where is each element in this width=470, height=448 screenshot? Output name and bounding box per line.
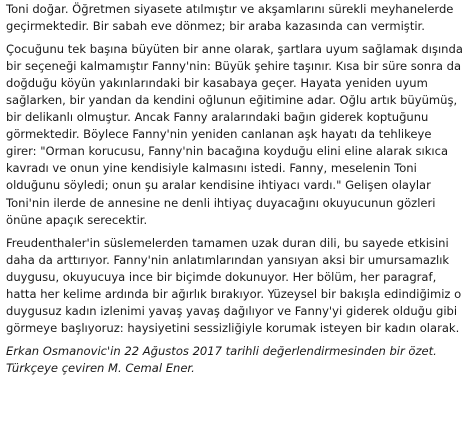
paragraph-language-review: Freudenthaler'in süslemelerden tamamen uzak duran dili, bu sayede etkisini daha da arttırıyor. Fanny'nin anlatımlarından yansıyan aksi bir umursamazlık duygusu, okuyucuya ince bir biçimde dokunuyor. Her bölüm, her paragraf, hatta her kelime ardında bir ağırlık bırakıyor. Yüzeysel bir bakışla edindiğimiz o duygusuz kadın izlenimi yavaş yavaş dağılıyor ve Fanny'yi giderek olduğu gibi görmeye başlıyoruz: haysiyetini sessizliğiyle korumak isteyen bir kadın olarak. [6,235,462,335]
paragraph-toni-born: Toni doğar. Öğretmen siyasete atılmıştır ve akşamlarını sürekli meyhanelerde geçirmektedir. Bir sabah eve dönmez; bir araba kazasında can vermiştir. [6,2,454,34]
paragraph-fanny-alone: Çocuğunu tek başına büyüten bir anne olarak, şartlara uyum sağlamak dışında bir seçeneği kalmamıştır Fanny'nin: Büyük şehire taşınır. Kısa bir süre sonra da doğduğu köyün yakınlarındaki bir kasabaya geçer. Hayata yeniden uyum sağlarken, bir yandan da kendini oğlunun eğitimine adar. Oğlu artık büyümüş, bir delikanlı olmuştur. Ancak Fanny aralarındaki bağın giderek koptuğunu görmektedir. Böylece Fanny'nin yeniden canlanan aşk hayatı da tehlikeye girer: "Orman korucusu, Fanny'nin bacağına koyduğu elini eline alarak sıkıca kavradı ve onun yine kendisiyle kalmasını istedi. Fanny, meselenin Toni olduğunu söyledi; onun şu aralar kendisine ihtiyacı vardı." Gelişen olaylar Toni'nin ilerde de annesine ne denli ihtiyaç duyacağını okuyucunun gözleri önüne apaçık serecektir. [6,42,463,227]
attribution-review-source: Erkan Osmanovic'in 22 Ağustos 2017 tarihli değerlendirmesinden bir özet. [6,343,437,358]
attribution-translator: Türkçeye çeviren M. Cemal Ener. [6,360,195,375]
